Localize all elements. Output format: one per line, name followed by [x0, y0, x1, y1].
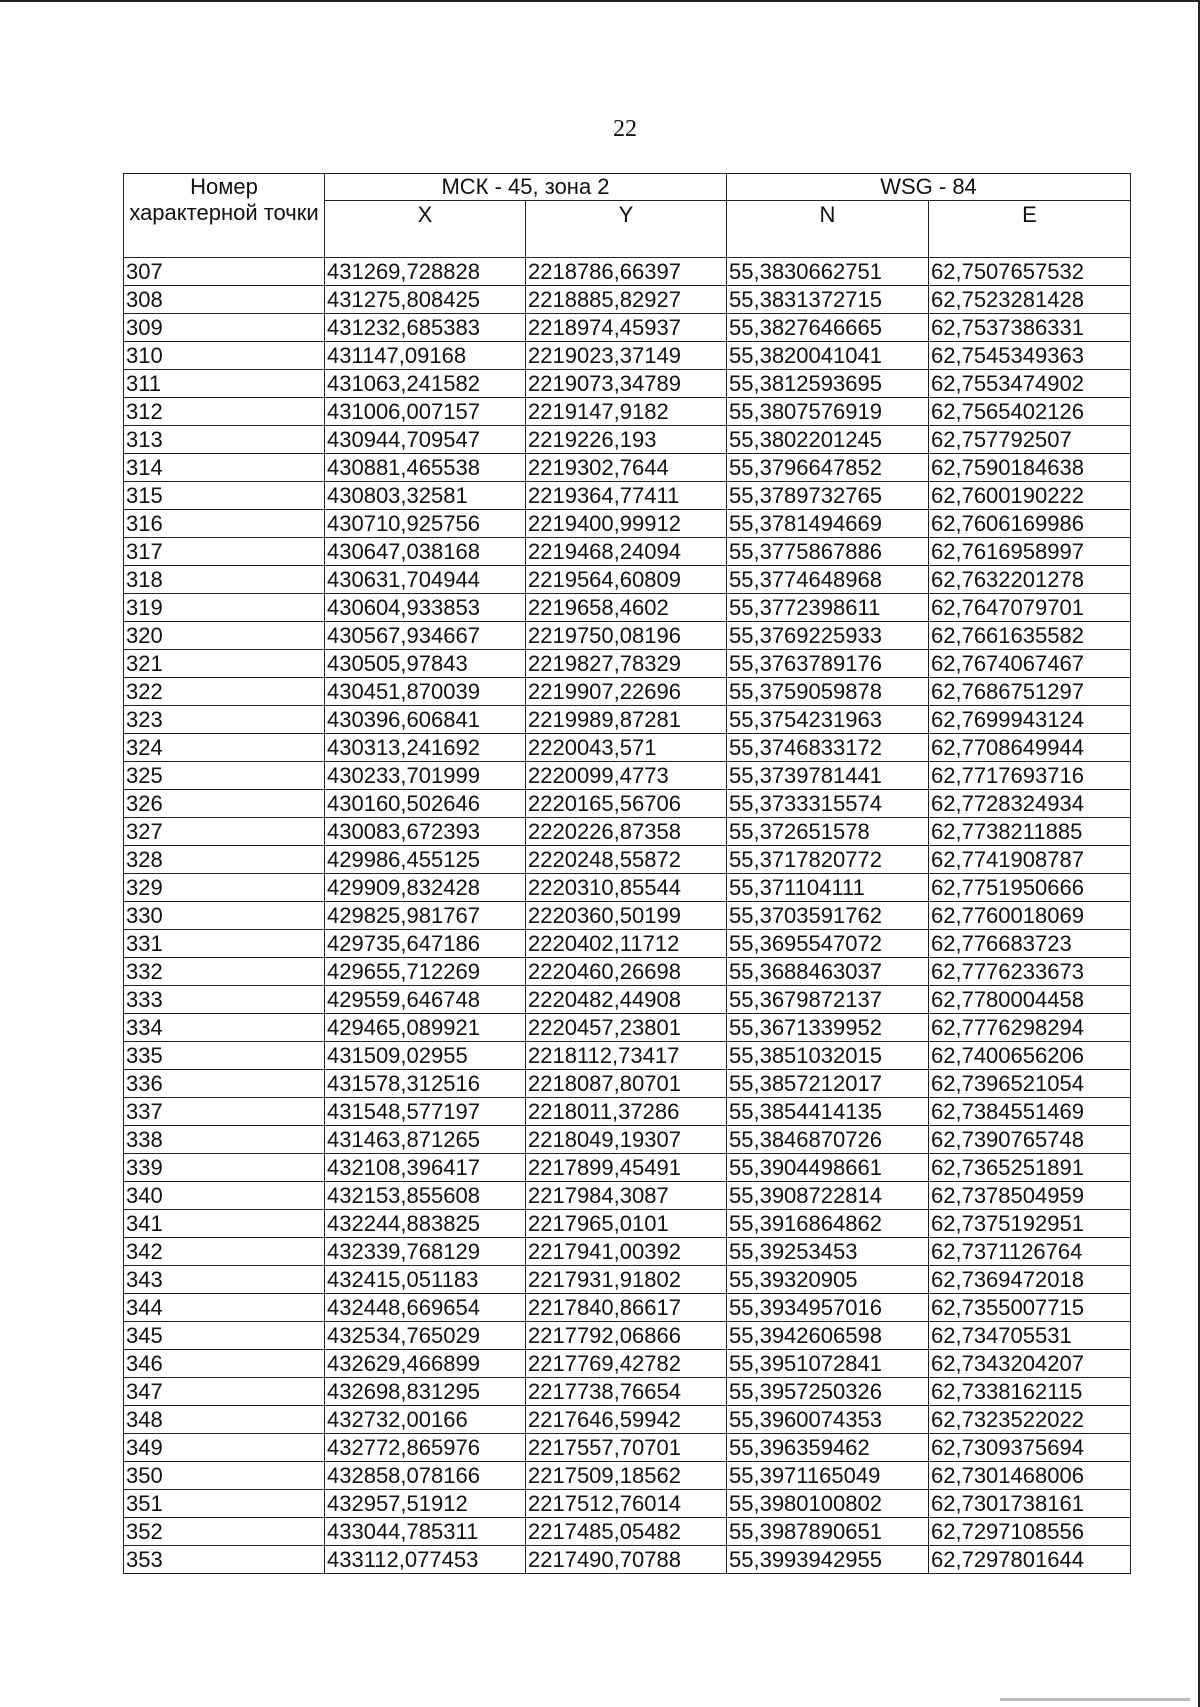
y-cell: 2219400,99912	[526, 510, 727, 538]
n-cell: 55,3769225933	[727, 622, 929, 650]
n-cell: 55,3934957016	[727, 1294, 929, 1322]
x-cell: 432534,765029	[325, 1322, 526, 1350]
e-cell: 62,7297108556	[929, 1518, 1131, 1546]
table-row	[124, 762, 1131, 790]
x-cell: 431269,728828	[325, 258, 526, 286]
e-cell: 62,7375192951	[929, 1210, 1131, 1238]
e-cell: 62,7600190222	[929, 482, 1131, 510]
table-row	[124, 1014, 1131, 1042]
point-number-cell: 317	[124, 538, 325, 566]
n-cell: 55,3831372715	[727, 286, 929, 314]
point-number-cell: 312	[124, 398, 325, 426]
sheet-top-edge	[0, 0, 1200, 2]
point-number-cell: 341	[124, 1210, 325, 1238]
n-cell: 55,3679872137	[727, 986, 929, 1014]
table-row	[124, 734, 1131, 762]
y-cell: 2220460,26698	[526, 958, 727, 986]
table-row	[124, 846, 1131, 874]
point-number-cell: 310	[124, 342, 325, 370]
point-number-cell: 323	[124, 706, 325, 734]
e-cell: 62,7297801644	[929, 1546, 1131, 1574]
x-cell: 429909,832428	[325, 874, 526, 902]
point-number-cell: 326	[124, 790, 325, 818]
header-y: Y	[526, 201, 727, 258]
y-cell: 2217557,70701	[526, 1434, 727, 1462]
table-row	[124, 1154, 1131, 1182]
point-number-cell: 333	[124, 986, 325, 1014]
y-cell: 2218974,45937	[526, 314, 727, 342]
x-cell: 430396,606841	[325, 706, 526, 734]
e-cell: 62,7632201278	[929, 566, 1131, 594]
point-number-cell: 345	[124, 1322, 325, 1350]
y-cell: 2220402,11712	[526, 930, 727, 958]
y-cell: 2220226,87358	[526, 818, 727, 846]
n-cell: 55,3854414135	[727, 1098, 929, 1126]
y-cell: 2218112,73417	[526, 1042, 727, 1070]
y-cell: 2217931,91802	[526, 1266, 727, 1294]
y-cell: 2220457,23801	[526, 1014, 727, 1042]
x-cell: 432339,768129	[325, 1238, 526, 1266]
point-number-cell: 331	[124, 930, 325, 958]
e-cell: 62,7365251891	[929, 1154, 1131, 1182]
table-row	[124, 510, 1131, 538]
n-cell: 55,3739781441	[727, 762, 929, 790]
point-number-cell: 350	[124, 1462, 325, 1490]
e-cell: 62,734705531	[929, 1322, 1131, 1350]
y-cell: 2217509,18562	[526, 1462, 727, 1490]
table-row	[124, 1546, 1131, 1574]
e-cell: 62,7590184638	[929, 454, 1131, 482]
x-cell: 430710,925756	[325, 510, 526, 538]
point-number-cell: 327	[124, 818, 325, 846]
e-cell: 62,7369472018	[929, 1266, 1131, 1294]
x-cell: 432772,865976	[325, 1434, 526, 1462]
x-cell: 432244,883825	[325, 1210, 526, 1238]
n-cell: 55,3846870726	[727, 1126, 929, 1154]
n-cell: 55,3671339952	[727, 1014, 929, 1042]
header-n: N	[727, 201, 929, 258]
n-cell: 55,3763789176	[727, 650, 929, 678]
header-msk-group: МСК - 45, зона 2	[325, 174, 727, 201]
n-cell: 55,3993942955	[727, 1546, 929, 1574]
e-cell: 62,7717693716	[929, 762, 1131, 790]
n-cell: 55,3695547072	[727, 930, 929, 958]
n-cell: 55,3904498661	[727, 1154, 929, 1182]
e-cell: 62,7355007715	[929, 1294, 1131, 1322]
table-row	[124, 482, 1131, 510]
x-cell: 430944,709547	[325, 426, 526, 454]
table-row	[124, 1070, 1131, 1098]
point-number-cell: 336	[124, 1070, 325, 1098]
x-cell: 431548,577197	[325, 1098, 526, 1126]
point-number-cell: 316	[124, 510, 325, 538]
header-e: E	[929, 201, 1131, 258]
n-cell: 55,3960074353	[727, 1406, 929, 1434]
e-cell: 62,7728324934	[929, 790, 1131, 818]
table-row	[124, 1462, 1131, 1490]
y-cell: 2218087,80701	[526, 1070, 727, 1098]
n-cell: 55,3772398611	[727, 594, 929, 622]
n-cell: 55,3971165049	[727, 1462, 929, 1490]
x-cell: 431063,241582	[325, 370, 526, 398]
point-number-cell: 335	[124, 1042, 325, 1070]
y-cell: 2220248,55872	[526, 846, 727, 874]
table-row	[124, 818, 1131, 846]
point-number-cell: 332	[124, 958, 325, 986]
table-row	[124, 622, 1131, 650]
y-cell: 2217941,00392	[526, 1238, 727, 1266]
table-row	[124, 286, 1131, 314]
x-cell: 430233,701999	[325, 762, 526, 790]
n-cell: 55,3759059878	[727, 678, 929, 706]
y-cell: 2219023,37149	[526, 342, 727, 370]
table-row	[124, 1210, 1131, 1238]
table-row	[124, 426, 1131, 454]
y-cell: 2218049,19307	[526, 1126, 727, 1154]
table-row	[124, 678, 1131, 706]
x-cell: 431509,02955	[325, 1042, 526, 1070]
x-cell: 430505,97843	[325, 650, 526, 678]
n-cell: 55,3812593695	[727, 370, 929, 398]
n-cell: 55,372651578	[727, 818, 929, 846]
e-cell: 62,7309375694	[929, 1434, 1131, 1462]
table-row	[124, 342, 1131, 370]
x-cell: 433044,785311	[325, 1518, 526, 1546]
y-cell: 2219364,77411	[526, 482, 727, 510]
y-cell: 2219468,24094	[526, 538, 727, 566]
point-number-cell: 329	[124, 874, 325, 902]
n-cell: 55,3820041041	[727, 342, 929, 370]
e-cell: 62,7378504959	[929, 1182, 1131, 1210]
n-cell: 55,3830662751	[727, 258, 929, 286]
x-cell: 431006,007157	[325, 398, 526, 426]
y-cell: 2219827,78329	[526, 650, 727, 678]
y-cell: 2219750,08196	[526, 622, 727, 650]
coordinates-table	[123, 173, 1131, 1574]
point-number-cell: 338	[124, 1126, 325, 1154]
point-number-cell: 353	[124, 1546, 325, 1574]
e-cell: 62,7565402126	[929, 398, 1131, 426]
e-cell: 62,7738211885	[929, 818, 1131, 846]
y-cell: 2217485,05482	[526, 1518, 727, 1546]
scan-footer-mark	[1000, 1698, 1190, 1701]
y-cell: 2220043,571	[526, 734, 727, 762]
e-cell: 62,7338162115	[929, 1378, 1131, 1406]
point-number-cell: 322	[124, 678, 325, 706]
x-cell: 429735,647186	[325, 930, 526, 958]
y-cell: 2219302,7644	[526, 454, 727, 482]
n-cell: 55,39320905	[727, 1266, 929, 1294]
n-cell: 55,3980100802	[727, 1490, 929, 1518]
point-number-cell: 308	[124, 286, 325, 314]
table-row	[124, 1322, 1131, 1350]
x-cell: 432858,078166	[325, 1462, 526, 1490]
point-number-cell: 328	[124, 846, 325, 874]
point-number-cell: 313	[124, 426, 325, 454]
e-cell: 62,7751950666	[929, 874, 1131, 902]
point-number-cell: 330	[124, 902, 325, 930]
point-number-cell: 320	[124, 622, 325, 650]
e-cell: 62,7545349363	[929, 342, 1131, 370]
point-number-cell: 324	[124, 734, 325, 762]
table-row	[124, 258, 1131, 286]
n-cell: 55,3807576919	[727, 398, 929, 426]
x-cell: 430803,32581	[325, 482, 526, 510]
e-cell: 62,776683723	[929, 930, 1131, 958]
table-row	[124, 986, 1131, 1014]
table-row	[124, 1098, 1131, 1126]
n-cell: 55,3827646665	[727, 314, 929, 342]
n-cell: 55,3987890651	[727, 1518, 929, 1546]
table-row	[124, 790, 1131, 818]
point-number-cell: 311	[124, 370, 325, 398]
table-row	[124, 1182, 1131, 1210]
x-cell: 430631,704944	[325, 566, 526, 594]
e-cell: 62,7384551469	[929, 1098, 1131, 1126]
e-cell: 62,7741908787	[929, 846, 1131, 874]
e-cell: 62,7553474902	[929, 370, 1131, 398]
x-cell: 429559,646748	[325, 986, 526, 1014]
table-row	[124, 874, 1131, 902]
e-cell: 62,7699943124	[929, 706, 1131, 734]
table-header	[124, 174, 1131, 258]
x-cell: 431275,808425	[325, 286, 526, 314]
point-number-cell: 349	[124, 1434, 325, 1462]
x-cell: 432957,51912	[325, 1490, 526, 1518]
table-row	[124, 314, 1131, 342]
e-cell: 62,7400656206	[929, 1042, 1131, 1070]
x-cell: 430083,672393	[325, 818, 526, 846]
y-cell: 2220165,56706	[526, 790, 727, 818]
x-cell: 431463,871265	[325, 1126, 526, 1154]
e-cell: 62,7647079701	[929, 594, 1131, 622]
point-number-cell: 307	[124, 258, 325, 286]
y-cell: 2219658,4602	[526, 594, 727, 622]
y-cell: 2220482,44908	[526, 986, 727, 1014]
table-row	[124, 1490, 1131, 1518]
e-cell: 62,7606169986	[929, 510, 1131, 538]
table-row	[124, 538, 1131, 566]
n-cell: 55,3717820772	[727, 846, 929, 874]
e-cell: 62,7537386331	[929, 314, 1131, 342]
n-cell: 55,3789732765	[727, 482, 929, 510]
table-row	[124, 930, 1131, 958]
table-row	[124, 1434, 1131, 1462]
x-cell: 432153,855608	[325, 1182, 526, 1210]
table-row	[124, 1350, 1131, 1378]
x-cell: 429986,455125	[325, 846, 526, 874]
point-number-cell: 344	[124, 1294, 325, 1322]
point-number-cell: 309	[124, 314, 325, 342]
n-cell: 55,3908722814	[727, 1182, 929, 1210]
e-cell: 62,7776233673	[929, 958, 1131, 986]
table-row	[124, 398, 1131, 426]
n-cell: 55,39253453	[727, 1238, 929, 1266]
table-row	[124, 650, 1131, 678]
y-cell: 2219907,22696	[526, 678, 727, 706]
n-cell: 55,3688463037	[727, 958, 929, 986]
y-cell: 2219989,87281	[526, 706, 727, 734]
table-row	[124, 1406, 1131, 1434]
e-cell: 62,7523281428	[929, 286, 1131, 314]
x-cell: 431232,685383	[325, 314, 526, 342]
y-cell: 2219073,34789	[526, 370, 727, 398]
x-cell: 432732,00166	[325, 1406, 526, 1434]
point-number-cell: 314	[124, 454, 325, 482]
y-cell: 2217738,76654	[526, 1378, 727, 1406]
n-cell: 55,3951072841	[727, 1350, 929, 1378]
y-cell: 2217984,3087	[526, 1182, 727, 1210]
y-cell: 2219226,193	[526, 426, 727, 454]
table-row	[124, 594, 1131, 622]
e-cell: 62,7760018069	[929, 902, 1131, 930]
e-cell: 62,7674067467	[929, 650, 1131, 678]
e-cell: 62,7708649944	[929, 734, 1131, 762]
table-row	[124, 958, 1131, 986]
e-cell: 62,757792507	[929, 426, 1131, 454]
n-cell: 55,3774648968	[727, 566, 929, 594]
y-cell: 2217899,45491	[526, 1154, 727, 1182]
point-number-cell: 325	[124, 762, 325, 790]
x-cell: 430313,241692	[325, 734, 526, 762]
x-cell: 429465,089921	[325, 1014, 526, 1042]
x-cell: 429825,981767	[325, 902, 526, 930]
header-point-number: Номер характерной точки	[124, 174, 325, 258]
table-row	[124, 1238, 1131, 1266]
x-cell: 430604,933853	[325, 594, 526, 622]
x-cell: 432108,396417	[325, 1154, 526, 1182]
y-cell: 2219564,60809	[526, 566, 727, 594]
point-number-cell: 334	[124, 1014, 325, 1042]
point-number-cell: 352	[124, 1518, 325, 1546]
e-cell: 62,7616958997	[929, 538, 1131, 566]
n-cell: 55,3746833172	[727, 734, 929, 762]
y-cell: 2217646,59942	[526, 1406, 727, 1434]
e-cell: 62,7301738161	[929, 1490, 1131, 1518]
y-cell: 2219147,9182	[526, 398, 727, 426]
header-wgs-group: WSG - 84	[727, 174, 1131, 201]
e-cell: 62,7686751297	[929, 678, 1131, 706]
y-cell: 2220310,85544	[526, 874, 727, 902]
point-number-cell: 319	[124, 594, 325, 622]
e-cell: 62,7301468006	[929, 1462, 1131, 1490]
point-number-cell: 348	[124, 1406, 325, 1434]
table-row	[124, 370, 1131, 398]
point-number-cell: 340	[124, 1182, 325, 1210]
y-cell: 2218011,37286	[526, 1098, 727, 1126]
n-cell: 55,3775867886	[727, 538, 929, 566]
point-number-cell: 346	[124, 1350, 325, 1378]
point-number-cell: 337	[124, 1098, 325, 1126]
n-cell: 55,3916864862	[727, 1210, 929, 1238]
point-number-cell: 351	[124, 1490, 325, 1518]
n-cell: 55,3851032015	[727, 1042, 929, 1070]
x-cell: 432415,051183	[325, 1266, 526, 1294]
y-cell: 2218885,82927	[526, 286, 727, 314]
n-cell: 55,3733315574	[727, 790, 929, 818]
y-cell: 2217840,86617	[526, 1294, 727, 1322]
n-cell: 55,3703591762	[727, 902, 929, 930]
y-cell: 2217965,0101	[526, 1210, 727, 1238]
n-cell: 55,396359462	[727, 1434, 929, 1462]
y-cell: 2217769,42782	[526, 1350, 727, 1378]
n-cell: 55,3857212017	[727, 1070, 929, 1098]
page-number: 22	[613, 116, 637, 142]
table-row	[124, 566, 1131, 594]
e-cell: 62,7396521054	[929, 1070, 1131, 1098]
point-number-cell: 339	[124, 1154, 325, 1182]
n-cell: 55,3754231963	[727, 706, 929, 734]
e-cell: 62,7776298294	[929, 1014, 1131, 1042]
x-cell: 430567,934667	[325, 622, 526, 650]
y-cell: 2217490,70788	[526, 1546, 727, 1574]
e-cell: 62,7780004458	[929, 986, 1131, 1014]
x-cell: 430647,038168	[325, 538, 526, 566]
table-row	[124, 1126, 1131, 1154]
point-number-cell: 315	[124, 482, 325, 510]
x-cell: 432448,669654	[325, 1294, 526, 1322]
x-cell: 430160,502646	[325, 790, 526, 818]
y-cell: 2220360,50199	[526, 902, 727, 930]
e-cell: 62,7323522022	[929, 1406, 1131, 1434]
x-cell: 431578,312516	[325, 1070, 526, 1098]
n-cell: 55,371104111	[727, 874, 929, 902]
y-cell: 2218786,66397	[526, 258, 727, 286]
y-cell: 2217512,76014	[526, 1490, 727, 1518]
y-cell: 2217792,06866	[526, 1322, 727, 1350]
x-cell: 429655,712269	[325, 958, 526, 986]
x-cell: 430881,465538	[325, 454, 526, 482]
x-cell: 432629,466899	[325, 1350, 526, 1378]
n-cell: 55,3796647852	[727, 454, 929, 482]
table-row	[124, 706, 1131, 734]
n-cell: 55,3957250326	[727, 1378, 929, 1406]
point-number-cell: 347	[124, 1378, 325, 1406]
x-cell: 430451,870039	[325, 678, 526, 706]
x-cell: 431147,09168	[325, 342, 526, 370]
point-number-cell: 342	[124, 1238, 325, 1266]
point-number-cell: 343	[124, 1266, 325, 1294]
e-cell: 62,7371126764	[929, 1238, 1131, 1266]
n-cell: 55,3781494669	[727, 510, 929, 538]
n-cell: 55,3942606598	[727, 1322, 929, 1350]
table-row	[124, 454, 1131, 482]
e-cell: 62,7390765748	[929, 1126, 1131, 1154]
table-row	[124, 1518, 1131, 1546]
n-cell: 55,3802201245	[727, 426, 929, 454]
table-row	[124, 902, 1131, 930]
y-cell: 2220099,4773	[526, 762, 727, 790]
table-row	[124, 1378, 1131, 1406]
table-body	[124, 258, 1131, 1574]
x-cell: 433112,077453	[325, 1546, 526, 1574]
e-cell: 62,7661635582	[929, 622, 1131, 650]
table-row	[124, 1266, 1131, 1294]
point-number-cell: 318	[124, 566, 325, 594]
table-row	[124, 1042, 1131, 1070]
header-x: X	[325, 201, 526, 258]
e-cell: 62,7507657532	[929, 258, 1131, 286]
x-cell: 432698,831295	[325, 1378, 526, 1406]
point-number-cell: 321	[124, 650, 325, 678]
e-cell: 62,7343204207	[929, 1350, 1131, 1378]
table-row	[124, 1294, 1131, 1322]
